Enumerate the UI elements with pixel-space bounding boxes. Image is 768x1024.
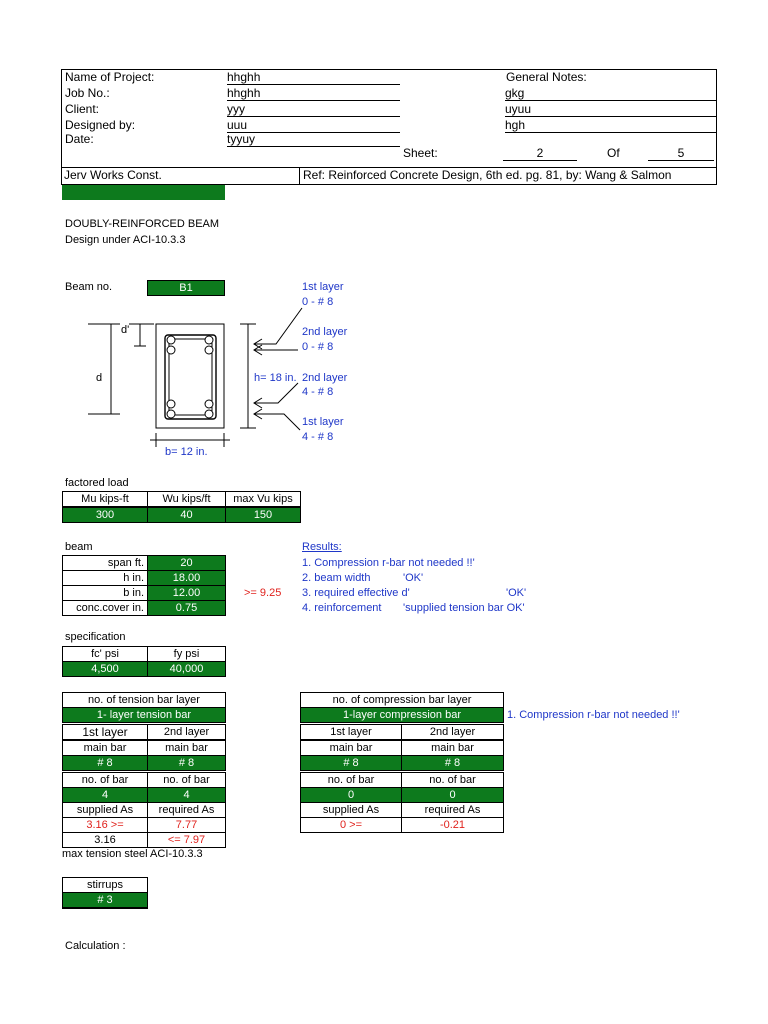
sheet-number[interactable]: 2: [503, 146, 577, 161]
tension-bar-size-1[interactable]: # 8: [62, 755, 148, 771]
result-2-label: 2. beam width: [302, 572, 371, 584]
date-label: Date:: [65, 132, 94, 146]
stirrups-header: stirrups: [62, 877, 148, 893]
tension-required-value: 7.77: [147, 817, 226, 833]
compression-count-2[interactable]: 0: [401, 787, 504, 803]
cover-input[interactable]: 0.75: [147, 600, 226, 616]
beam-no-label: Beam no.: [65, 281, 113, 293]
h-input[interactable]: 18.00: [147, 570, 226, 586]
sheet-total[interactable]: 5: [648, 146, 714, 161]
tension-footer: max tension steel ACI-10.3.3: [62, 848, 203, 860]
notes-line-1[interactable]: gkg: [505, 86, 717, 101]
beam-no-input[interactable]: B1: [147, 280, 225, 296]
tension-max-supplied: 3.16: [62, 832, 148, 848]
tension-no-bar-1: no. of bar: [62, 772, 148, 788]
results-title: Results:: [302, 541, 342, 553]
tension-count-2[interactable]: 4: [147, 787, 226, 803]
designed-field[interactable]: uuu: [227, 118, 400, 133]
compression-note: 1. Compression r-bar not needed !!': [507, 709, 680, 721]
wu-header: Wu kips/ft: [147, 491, 226, 507]
tension-no-bar-2: no. of bar: [147, 772, 226, 788]
compression-required-header: required As: [401, 802, 504, 818]
b-label: b in.: [62, 585, 148, 601]
tension-main-bar-2: main bar: [147, 740, 226, 756]
top-layer2-value: 0 - # 8: [302, 341, 334, 353]
job-field[interactable]: hhghh: [227, 86, 400, 101]
header-green-bar: [62, 185, 225, 200]
fy-header: fy psi: [147, 646, 226, 662]
designed-label: Designed by:: [65, 118, 136, 132]
compression-main-bar-2: main bar: [401, 740, 504, 756]
compression-no-bar-2: no. of bar: [401, 772, 504, 788]
stirrups-input[interactable]: # 3: [62, 892, 148, 909]
compression-count-1[interactable]: 0: [300, 787, 402, 803]
bottom-layer1-title: 1st layer: [302, 416, 344, 428]
reference-text: Ref: Reinforced Concrete Design, 6th ed. pg. 81, by: Wang & Salmon: [303, 168, 672, 182]
reference-divider: [299, 167, 300, 184]
result-3-status: 'OK': [506, 587, 527, 599]
vu-input[interactable]: 150: [225, 507, 301, 523]
notes-line-3[interactable]: hgh: [505, 118, 717, 133]
result-3-label: 3. required effective d': [302, 587, 410, 599]
compression-supplied-value: 0 >=: [300, 817, 402, 833]
compression-main-bar-1: main bar: [300, 740, 402, 756]
mu-input[interactable]: 300: [62, 507, 148, 523]
b-input[interactable]: 12.00: [147, 585, 226, 601]
bottom-layer2-title: 2nd layer: [302, 372, 348, 384]
span-input[interactable]: 20: [147, 555, 226, 571]
b-dimension: b= 12 in.: [165, 446, 208, 458]
vu-header: max Vu kips: [225, 491, 301, 507]
tension-1st-layer-header: 1st layer: [62, 724, 148, 740]
bottom-layer2-value: 4 - # 8: [302, 386, 334, 398]
client-field[interactable]: yyy: [227, 102, 400, 117]
compression-2nd-layer-header: 2nd layer: [401, 724, 504, 740]
top-layer1-value: 0 - # 8: [302, 296, 334, 308]
factored-load-title: factored load: [65, 477, 129, 489]
project-field[interactable]: hhghh: [227, 70, 400, 85]
fy-input[interactable]: 40,000: [147, 661, 226, 677]
tension-supplied-header: supplied As: [62, 802, 148, 818]
design-code: Design under ACI-10.3.3: [65, 234, 186, 246]
notes-line-2[interactable]: uyuu: [505, 102, 717, 117]
specification-title: specification: [65, 631, 126, 643]
notes-label: General Notes:: [506, 70, 587, 84]
compression-no-bar-1: no. of bar: [300, 772, 402, 788]
tension-required-header: required As: [147, 802, 226, 818]
tension-supplied-value: 3.16 >=: [62, 817, 148, 833]
tension-layer-select[interactable]: 1- layer tension bar: [62, 707, 226, 723]
h-dimension: h= 18 in.: [254, 372, 297, 384]
result-1: 1. Compression r-bar not needed !!': [302, 557, 475, 569]
fc-input[interactable]: 4,500: [62, 661, 148, 677]
client-label: Client:: [65, 102, 100, 116]
beam-title: beam: [65, 541, 93, 553]
job-label: Job No.:: [65, 86, 110, 100]
d-label: d: [96, 372, 103, 384]
fc-header: fc' psi: [62, 646, 148, 662]
tension-max-limit: <= 7.97: [147, 832, 226, 848]
top-layer1-title: 1st layer: [302, 281, 344, 293]
tension-title: no. of tension bar layer: [62, 692, 226, 708]
calculation-heading: Calculation :: [65, 940, 126, 952]
tension-count-1[interactable]: 4: [62, 787, 148, 803]
date-field[interactable]: tyyuy: [227, 132, 400, 147]
compression-supplied-header: supplied As: [300, 802, 402, 818]
result-4-label: 4. reinforcement: [302, 602, 382, 614]
sheet-label: Sheet:: [403, 146, 438, 160]
result-4-status: 'supplied tension bar OK': [403, 602, 525, 614]
company-name: Jerv Works Const.: [64, 168, 162, 182]
result-2-status: 'OK': [403, 572, 424, 584]
d-prime-label: d': [121, 324, 130, 336]
compression-layer-select[interactable]: 1-layer compression bar: [300, 707, 504, 723]
span-label: span ft.: [62, 555, 148, 571]
wu-input[interactable]: 40: [147, 507, 226, 523]
cover-label: conc.cover in.: [62, 600, 148, 616]
tension-bar-size-2[interactable]: # 8: [147, 755, 226, 771]
compression-title: no. of compression bar layer: [300, 692, 504, 708]
beam-section-diagram: [80, 278, 380, 463]
design-title: DOUBLY-REINFORCED BEAM: [65, 218, 220, 230]
mu-header: Mu kips-ft: [62, 491, 148, 507]
top-layer2-title: 2nd layer: [302, 326, 348, 338]
project-label: Name of Project:: [65, 70, 155, 84]
of-label: Of: [607, 146, 620, 160]
bottom-layer1-value: 4 - # 8: [302, 431, 334, 443]
tension-main-bar-1: main bar: [62, 740, 148, 756]
compression-1st-layer-header: 1st layer: [300, 724, 402, 740]
h-label: h in.: [62, 570, 148, 586]
compression-bar-size-1[interactable]: # 8: [300, 755, 402, 771]
compression-required-value: -0.21: [401, 817, 504, 833]
tension-2nd-layer-header: 2nd layer: [147, 724, 226, 740]
b-check: >= 9.25: [244, 587, 282, 599]
compression-bar-size-2[interactable]: # 8: [401, 755, 504, 771]
